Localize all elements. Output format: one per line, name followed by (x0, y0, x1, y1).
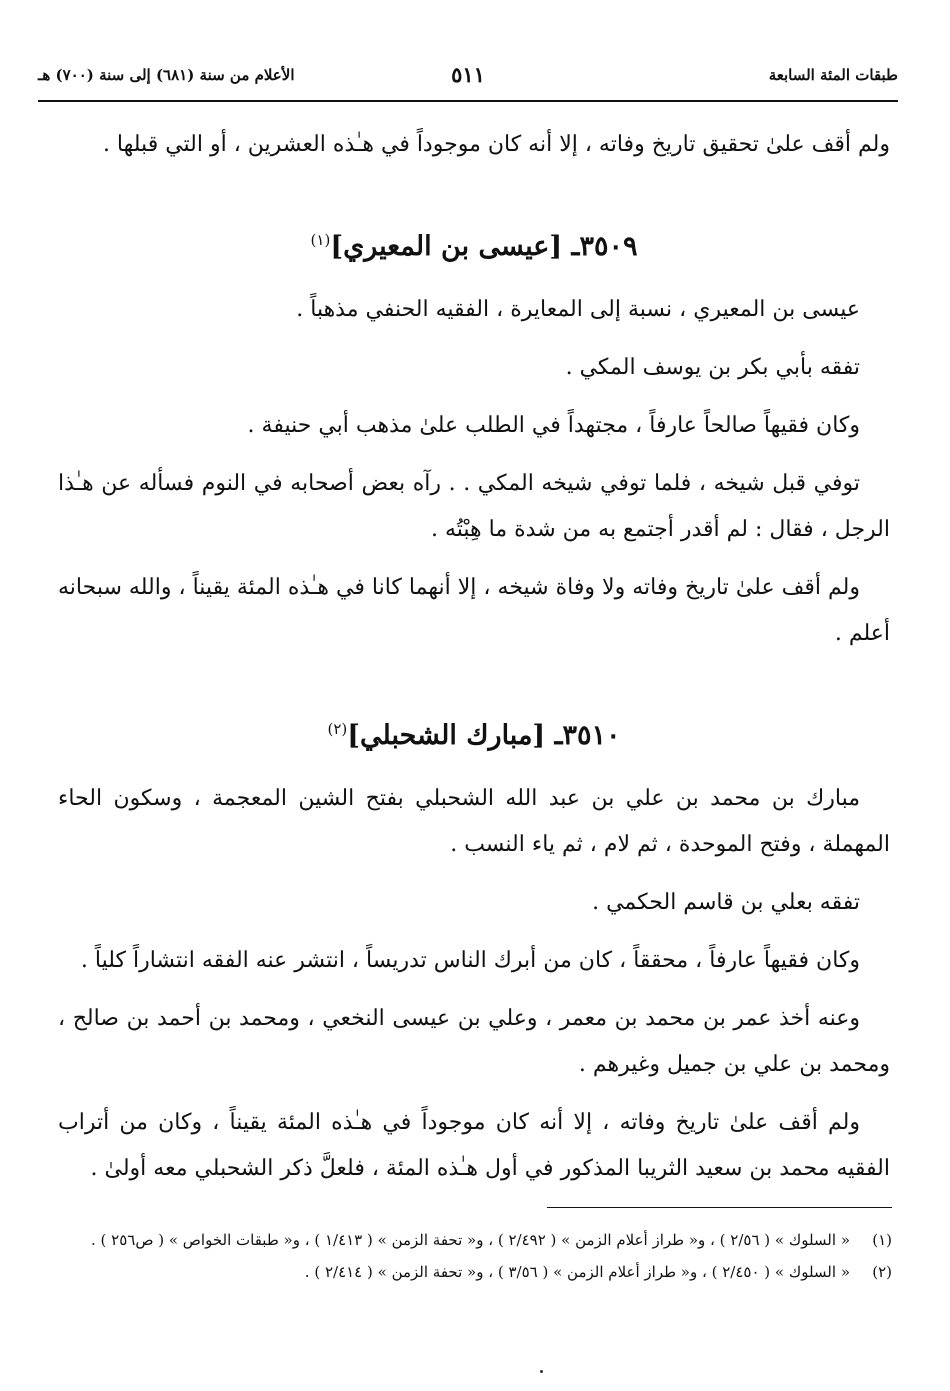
footnote-number: (٢) (872, 1263, 892, 1281)
entry-paragraph: مبارك بن محمد بن علي بن عبد الله الشحبلي بفتح الشين المعجمة ، وسكون الحاء المهملة ، وفتح الموحدة ، ثم لام ، ثم ياء النسب . (58, 786, 890, 857)
main-text (58, 122, 890, 1204)
footnote-number: (١) (872, 1231, 892, 1249)
footnotes (50, 1226, 892, 1290)
entry-paragraph: تفقه بأبي بكر بن يوسف المكي . (565, 355, 860, 380)
entry-paragraph: وكان فقيهاً عارفاً ، محققاً ، كان من أبرك الناس تدريساً ، انتشر عنه الفقه انتشاراً كلياً . (80, 948, 860, 973)
entry-paragraph: ولم أقف علىٰ تاريخ وفاته ولا وفاة شيخه ، إلا أنهما كانا في هـٰذه المئة يقيناً ، والله سبحانه أعلم . (58, 575, 890, 646)
footnote-text: « السلوك » ( ٢/٥٦ ) ، و« طراز أعلام الزمن » ( ٢/٤٩٢ ) ، و« تحفة الزمن » ( ١/٤١٣ ) ، و« طبقات الخواص » ( ص٢٥٦ ) . (90, 1231, 850, 1249)
footnote (50, 1226, 892, 1254)
entry-paragraph: توفي قبل شيخه ، فلما توفي شيخه المكي . . رآه بعض أصحابه في النوم فسأله عن هـٰذا الرجل ، فقال : لم أقدر أجتمع به من شدة ما هِبْتُه . (58, 471, 890, 542)
intro-paragraph: ولم أقف علىٰ تحقيق تاريخ وفاته ، إلا أنه كان موجوداً في هـٰذه العشرين ، أو التي قبلها . (102, 132, 890, 157)
entry-heading-text: ٣٥١٠ـ [مبارك الشحبلي] (347, 720, 621, 751)
footnote-divider (547, 1207, 892, 1208)
footnote-text: « السلوك » ( ٢/٤٥٠ ) ، و« طراز أعلام الزمن » ( ٣/٥٦ ) ، و« تحفة الزمن » ( ٢/٤١٤ ) . (304, 1263, 850, 1281)
page-number: ٥١١ (451, 62, 485, 87)
entry-paragraph: تفقه بعلي بن قاسم الحكمي . (592, 890, 860, 915)
entry-heading-3509 (58, 218, 890, 269)
entry-paragraph: عيسى بن المعيري ، نسبة إلى المعايرة ، الفقيه الحنفي مذهباً . (296, 297, 860, 322)
header-chapter-title: طبقات المئة السابعة (768, 66, 898, 84)
entry-paragraph: ولم أقف علىٰ تاريخ وفاته ، إلا أنه كان موجوداً في هـٰذه المئة يقيناً ، وكان من أتراب الفقيه محمد بن سعيد الثريبا المذكور في أول هـٰذه المئة ، فلعلَّ ذكر الشحبلي معه أولىٰ . (58, 1110, 890, 1181)
footnote-reference: (١) (310, 231, 331, 249)
entry-paragraph: وكان فقيهاً صالحاً عارفاً ، مجتهداً في الطلب علىٰ مذهب أبي حنيفة . (247, 413, 860, 438)
footnote-reference: (٢) (327, 720, 348, 738)
running-header (38, 62, 898, 96)
entry-heading-text: ٣٥٠٩ـ [عيسى بن المعيري] (330, 231, 638, 262)
header-section-title: الأعلام من سنة (٦٨١) إلى سنة (٧٠٠) هـ (38, 66, 295, 84)
scan-speck (540, 1370, 543, 1373)
entry-paragraph: وعنه أخذ عمر بن محمد بن معمر ، وعلي بن عيسى النخعي ، ومحمد بن أحمد بن صالح ، ومحمد بن علي بن جميل وغيرهم . (58, 1006, 890, 1077)
footnote (50, 1258, 892, 1286)
entry-heading-3510 (58, 707, 890, 758)
header-divider (38, 100, 898, 102)
